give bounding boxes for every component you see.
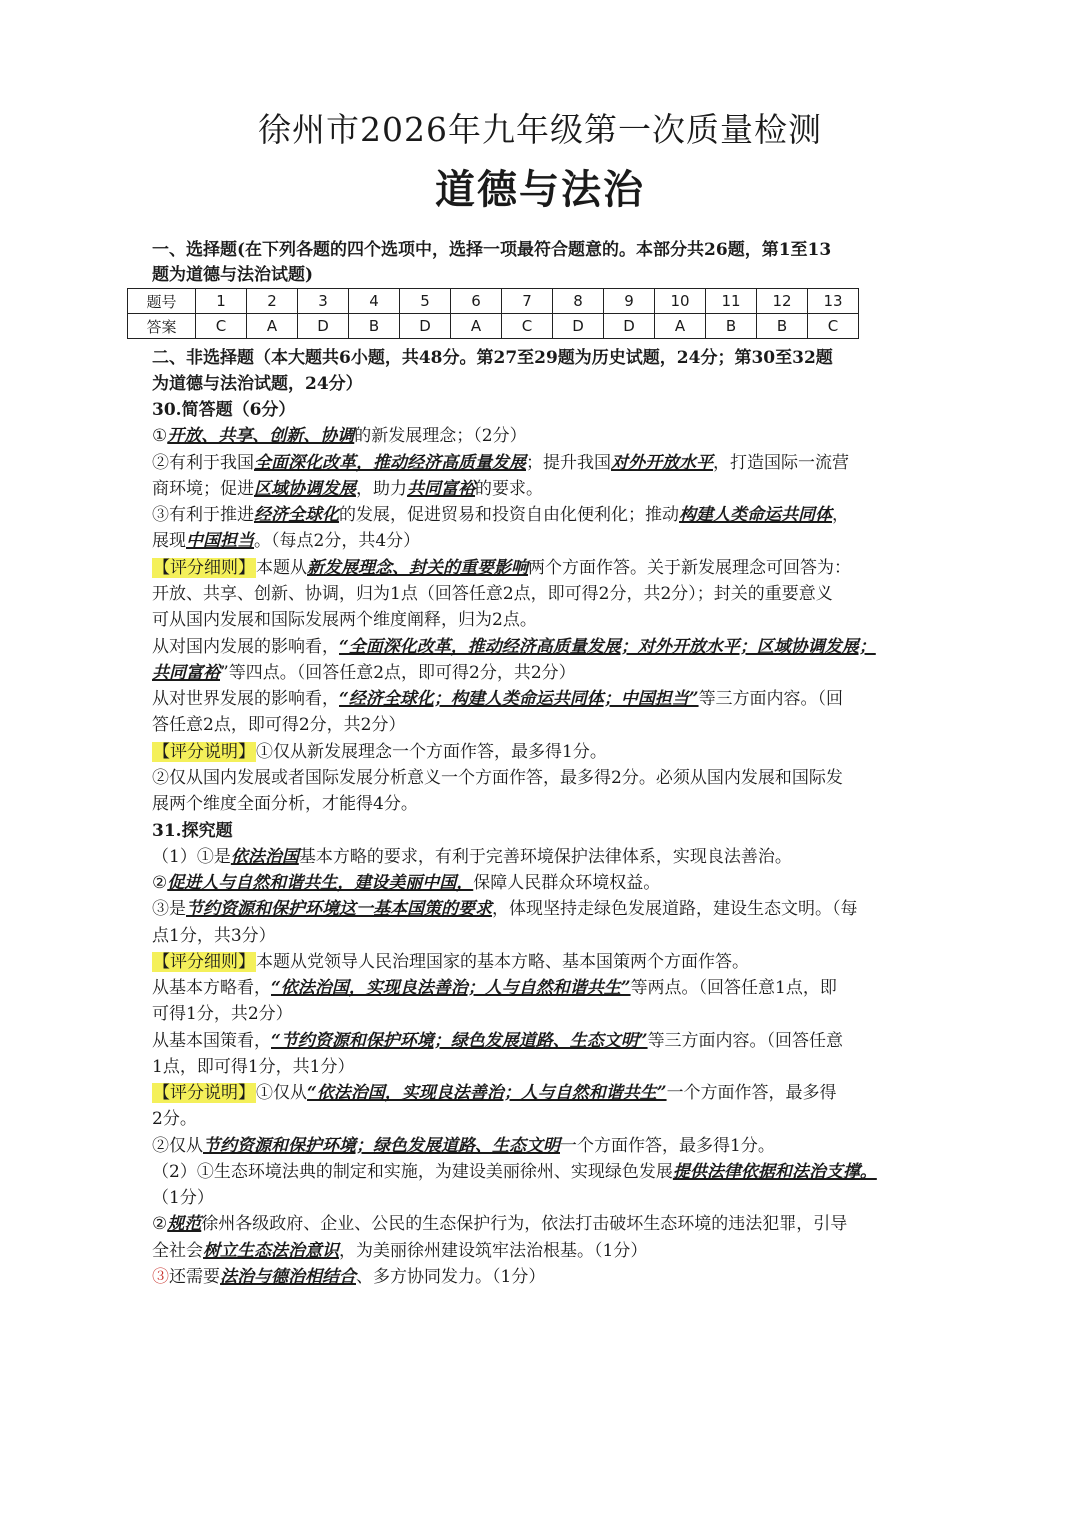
q30-line: ②有利于我国全面深化改革，推动经济高质量发展；提升我国对外开放水平，打造国际一流营 — [152, 453, 849, 473]
q30-line: 答任意2点，即可得2分，共2分） — [152, 715, 406, 735]
q30-line: 展现中国担当。（每点2分，共4分） — [152, 531, 421, 551]
scoring-rule-tag: 【评分细则】 — [153, 558, 255, 578]
q30-line: 【评分说明】①仅从新发展理念一个方面作答，最多得1分。 — [153, 742, 607, 762]
table-cell: D — [298, 314, 349, 339]
table-cell: 7 — [502, 289, 553, 314]
row-label-number: 题号 — [128, 289, 196, 314]
q31-heading: 31.探究题 — [152, 821, 233, 841]
table-cell: 3 — [298, 289, 349, 314]
q30-line: ②仅从国内发展或者国际发展分析意义一个方面作答，最多得2分。必须从国内发展和国际发 — [152, 768, 843, 788]
scoring-rule-tag: 【评分细则】 — [153, 952, 255, 972]
table-cell: 2 — [247, 289, 298, 314]
table-cell: 8 — [553, 289, 604, 314]
q31-line: 【评分细则】本题从党领导人民治理国家的基本方略、基本国策两个方面作答。 — [153, 952, 749, 972]
question-number-row — [128, 289, 859, 314]
answer-table — [127, 288, 859, 339]
part1-heading-line1: 一、选择题(在下列各题的四个选项中，选择一项最符合题意的。本部分共26题，第1至13 — [152, 240, 832, 260]
q30-line: 商环境；促进区域协调发展，助力共同富裕的要求。 — [152, 479, 543, 499]
table-cell: A — [655, 314, 706, 339]
table-cell: 6 — [451, 289, 502, 314]
q31-line: ②促进人与自然和谐共生，建设美丽中国，保障人民群众环境权益。 — [152, 873, 661, 893]
q31-line: 1点，即可得1分，共1分） — [152, 1057, 355, 1077]
exam-title: 徐州市2026年九年级第一次质量检测 — [258, 110, 822, 149]
q31-line: 全社会树立生态法治意识，为美丽徐州建设筑牢法治根基。（1分） — [152, 1241, 648, 1261]
q31-line: ②仅从节约资源和保护环境；绿色发展道路、生态文明一个方面作答，最多得1分。 — [152, 1136, 775, 1156]
row-label-answer: 答案 — [128, 314, 196, 339]
table-cell: B — [757, 314, 808, 339]
table-cell: 1 — [196, 289, 247, 314]
table-cell: C — [502, 314, 553, 339]
table-cell: 11 — [706, 289, 757, 314]
q31-line: （2）①生态环境法典的制定和实施，为建设美丽徐州、实现绿色发展提供法律依据和法治支撑。 — [152, 1162, 877, 1182]
scoring-note-tag: 【评分说明】 — [153, 1083, 255, 1103]
table-cell: 10 — [655, 289, 706, 314]
q31-line: （1分） — [152, 1188, 214, 1208]
q30-heading: 30.简答题（6分） — [152, 400, 296, 420]
table-cell: D — [604, 314, 655, 339]
table-cell: B — [349, 314, 400, 339]
table-cell: B — [706, 314, 757, 339]
table-cell: 9 — [604, 289, 655, 314]
table-cell: 4 — [349, 289, 400, 314]
table-cell: A — [247, 314, 298, 339]
q31-line: ③是节约资源和保护环境这一基本国策的要求，体现坚持走绿色发展道路，建设生态文明。（每 — [152, 899, 858, 919]
q30-line: 共同富裕”等四点。（回答任意2点，即可得2分，共2分） — [152, 663, 576, 683]
q31-line: 【评分说明】①仅从“依法治国，实现良法善治；人与自然和谐共生”一个方面作答，最多得 — [153, 1083, 837, 1103]
q31-line: 点1分，共3分） — [152, 926, 276, 946]
q30-line: ③有利于推进经济全球化的发展，促进贸易和投资自由化便利化；推动构建人类命运共同体， — [152, 505, 849, 525]
q30-line: 【评分细则】本题从新发展理念、封关的重要影响两个方面作答。关于新发展理念可回答为： — [153, 558, 851, 578]
q31-line: ②规范徐州各级政府、企业、公民的生态保护行为，依法打击破坏生态环境的违法犯罪，引导 — [152, 1214, 848, 1234]
part2-heading-line1: 二、非选择题（本大题共6小题，共48分。第27至29题为历史试题，24分；第30至32题 — [152, 348, 833, 368]
table-cell: 5 — [400, 289, 451, 314]
table-cell: 13 — [808, 289, 859, 314]
q31-line: 从基本国策看，“节约资源和保护环境；绿色发展道路、生态文明”等三方面内容。（回答任意 — [152, 1031, 844, 1051]
table-cell: C — [808, 314, 859, 339]
table-cell: D — [553, 314, 604, 339]
q30-line: 展两个维度全面分析，才能得4分。 — [152, 794, 418, 814]
part2-heading-line2: 为道德与法治试题，24分） — [152, 374, 363, 394]
table-cell: A — [451, 314, 502, 339]
q31-line: ③还需要法治与德治相结合、多方协同发力。（1分） — [152, 1267, 546, 1287]
table-cell: 12 — [757, 289, 808, 314]
scoring-note-tag: 【评分说明】 — [153, 742, 255, 762]
q31-line: （1）①是依法治国基本方略的要求，有利于完善环境保护法律体系，实现良法善治。 — [152, 847, 792, 867]
q30-line: 开放、共享、创新、协调，归为1点（回答任意2点，即可得2分，共2分）；封关的重要意义 — [152, 584, 833, 604]
q30-line: ①开放、共享、创新、协调的新发展理念；（2分） — [152, 426, 527, 446]
subject-title: 道德与法治 — [435, 166, 645, 213]
part1-heading-line2: 题为道德与法治试题) — [152, 265, 314, 285]
q31-line: 从基本方略看，“依法治国，实现良法善治；人与自然和谐共生”等两点。（回答任意1点，即 — [152, 978, 837, 998]
table-cell: C — [196, 314, 247, 339]
q31-line: 2分。 — [152, 1109, 197, 1129]
q30-line: 从对国内发展的影响看，“全面深化改革，推动经济高质量发展；对外开放水平；区域协调发展； — [152, 637, 876, 657]
q31-line: 可得1分，共2分） — [152, 1004, 293, 1024]
table-cell: D — [400, 314, 451, 339]
answer-row — [128, 314, 859, 339]
q30-line: 从对世界发展的影响看，“经济全球化；构建人类命运共同体；中国担当”等三方面内容。（回 — [152, 689, 844, 709]
q30-line: 可从国内发展和国际发展两个维度阐释，归为2点。 — [152, 610, 537, 630]
